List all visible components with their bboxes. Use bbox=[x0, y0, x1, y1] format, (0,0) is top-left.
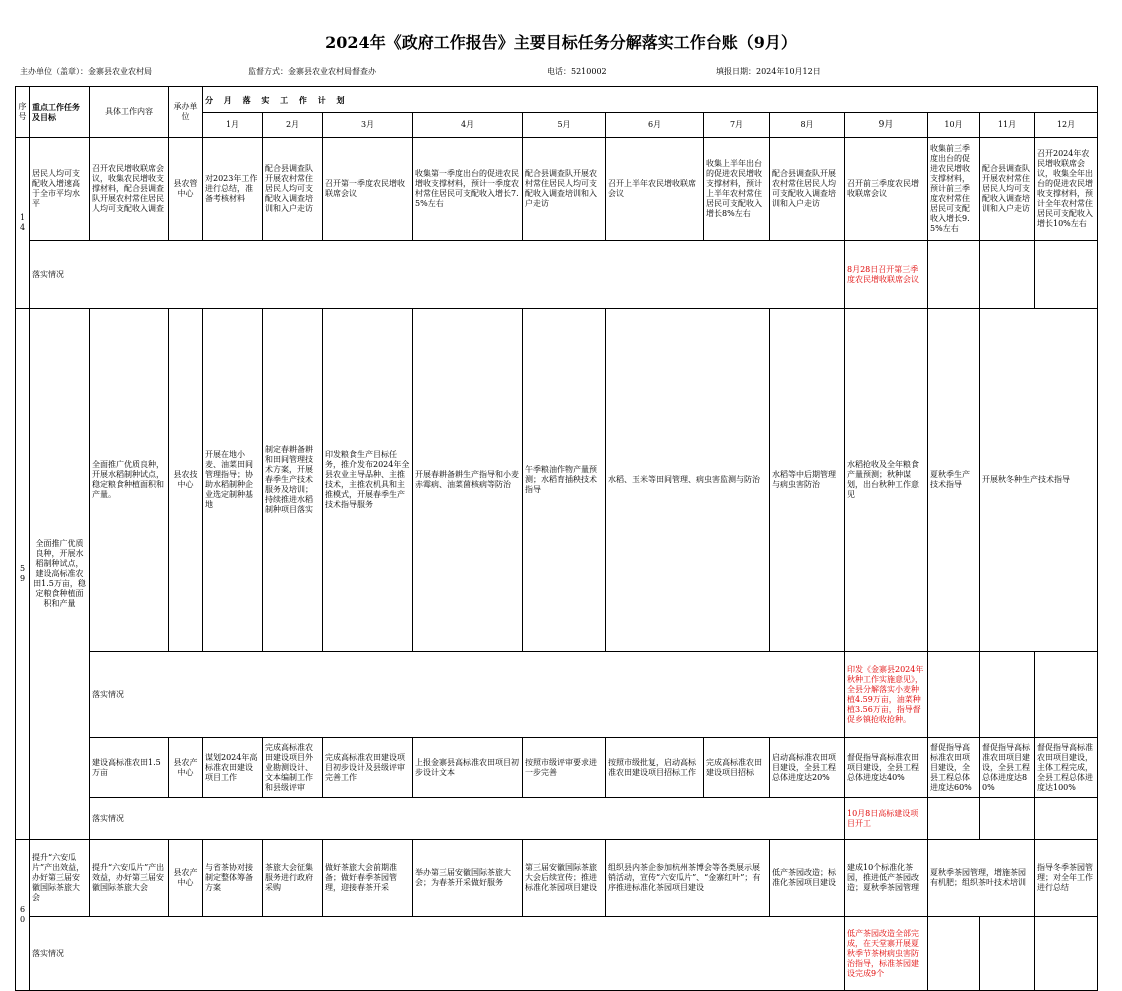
status-label: 落实情况 bbox=[90, 798, 845, 840]
september-status: 8月28日召开第三季度农民增收联席会议 bbox=[845, 241, 928, 309]
status-row bbox=[16, 241, 1098, 309]
month-plan-cell: 做好茶旅大会前期准备；做好春季茶园管理，迎接春茶开采 bbox=[323, 840, 413, 917]
empty-cell bbox=[1035, 917, 1098, 991]
header-month: 6月 bbox=[606, 113, 704, 138]
month-plan-cell: 夏秋季生产技术指导 bbox=[928, 309, 980, 652]
month-plan-cell: 组织县内茶企参加杭州茶博会等各类展示展销活动，宣传“六安瓜片”、“金寨红叶”；有序推进标准化茶园项目建设 bbox=[606, 840, 770, 917]
month-plan-cell: 召开前三季度农民增收联席会议 bbox=[845, 138, 928, 241]
month-plan-cell: 茶旅大会征集服务进行政府采购 bbox=[263, 840, 323, 917]
header-month: 5月 bbox=[523, 113, 606, 138]
responsible-unit: 县农技中心 bbox=[169, 309, 203, 652]
header-unit: 承办单位 bbox=[169, 87, 203, 138]
september-status: 低产茶园改造全部完成，在天堂寨开展夏秋季节茶树病虫害防治指导，标准茶园建设完成9个 bbox=[845, 917, 928, 991]
work-content: 建设高标准农田1.5万亩 bbox=[90, 738, 169, 798]
month-plan-cell: 配合县调查队开展农村常住居民人均可支配收入调查培训和入户走访 bbox=[770, 138, 845, 241]
work-content: 召开农民增收联席会议，收集农民增收支撑材料，配合县调查队开展农村常住居民人均可支配收入调查 bbox=[90, 138, 169, 241]
month-plan-cell: 第三届安徽国际茶旅大会后续宣传；推进标准化茶园项目建设 bbox=[523, 840, 606, 917]
header-seq: 序号 bbox=[16, 87, 30, 138]
empty-cell bbox=[980, 917, 1035, 991]
month-plan-cell: 配合县调查队开展农村常住居民人均可支配收入调查培训和入户走访 bbox=[523, 138, 606, 241]
month-plan-cell: 开展秋冬种生产技术指导 bbox=[980, 309, 1098, 652]
month-plan-cell: 指导冬季茶园管理；对全年工作进行总结 bbox=[1035, 840, 1098, 917]
fill-date: 填报日期：2024年10月12日 bbox=[716, 67, 821, 76]
month-plan-cell: 配合县调查队开展农村常住居民人均可支配收入调查培训和入户走访 bbox=[263, 138, 323, 241]
month-plan-cell: 收集上半年出台的促进农民增收支撑材料，预计上半年农村常住居民可支配收入增长8%左右 bbox=[704, 138, 770, 241]
sponsor-unit: 主办单位（盖章）：金寨县农业农村局 bbox=[20, 67, 152, 76]
status-label: 落实情况 bbox=[90, 652, 845, 738]
header-month: 4月 bbox=[413, 113, 523, 138]
empty-cell bbox=[980, 798, 1035, 840]
month-plan-cell: 水稻等中后期管理与病虫害防治 bbox=[770, 309, 845, 652]
month-plan-cell: 对2023年工作进行总结，准备考核材料 bbox=[203, 138, 263, 241]
month-plan-cell: 水稻抢收及全年粮食产量预测；秋种谋划，出台秋种工作意见 bbox=[845, 309, 928, 652]
header-month: 8月 bbox=[770, 113, 845, 138]
month-plan-cell: 上报金寨县高标准农田项目初步设计文本 bbox=[413, 738, 523, 798]
month-plan-cell: 启动高标准农田项目建设，全县工程总体进度达20% bbox=[770, 738, 845, 798]
header-month: 7月 bbox=[704, 113, 770, 138]
row-seq: 60 bbox=[16, 840, 30, 991]
september-status: 印发《金寨县2024年秋种工作实施意见》，全县分解落实小麦种植4.59万亩，油菜种植3.56万亩，指导督促乡镇抢收抢种。 bbox=[845, 652, 928, 738]
status-label: 落实情况 bbox=[30, 917, 845, 991]
month-plan-cell: 午季粮油作物产量预测；水稻育插秧技术指导 bbox=[523, 309, 606, 652]
empty-cell bbox=[1035, 241, 1098, 309]
header-month: 12月 bbox=[1035, 113, 1098, 138]
status-row bbox=[16, 798, 1098, 840]
month-plan-cell: 收集第一季度出台的促进农民增收支撑材料，预计一季度农村常住居民可支配收入增长7.5%左右 bbox=[413, 138, 523, 241]
empty-cell bbox=[1035, 798, 1098, 840]
header-task: 重点工作任务及目标 bbox=[30, 87, 90, 138]
month-plan-cell: 召开上半年农民增收联席会议 bbox=[606, 138, 704, 241]
responsible-unit: 县农产中心 bbox=[169, 738, 203, 798]
header-month: 3月 bbox=[323, 113, 413, 138]
empty-cell bbox=[928, 652, 980, 738]
month-plan-cell: 完成高标准农田建设项目招标 bbox=[704, 738, 770, 798]
header-month: 11月 bbox=[980, 113, 1035, 138]
empty-cell bbox=[980, 241, 1035, 309]
responsible-unit: 县农管中心 bbox=[169, 138, 203, 241]
status-row bbox=[16, 917, 1098, 991]
empty-cell bbox=[928, 798, 980, 840]
row-seq: 59 bbox=[16, 309, 30, 840]
header-monthly-plan: 分 月 落 实 工 作 计 划 bbox=[203, 87, 1098, 113]
month-plan-cell: 督促指导高标准农田项目建设，全县工程总体进度达60% bbox=[928, 738, 980, 798]
empty-cell bbox=[1035, 652, 1098, 738]
empty-cell bbox=[980, 652, 1035, 738]
phone-number: 电话：5210002 bbox=[547, 67, 607, 76]
month-plan-cell: 制定春耕备耕和田间管理技术方案，开展春季生产技术服务及培训；持续推进水稻制种项目落实 bbox=[263, 309, 323, 652]
month-plan-cell: 谋划2024年高标准农田建设项目工作 bbox=[203, 738, 263, 798]
month-plan-cell: 完成高标准农田建设项目初步设计及县级评审完善工作 bbox=[323, 738, 413, 798]
status-label: 落实情况 bbox=[30, 241, 845, 309]
table-row bbox=[16, 309, 1098, 652]
month-plan-cell: 低产茶园改造；标准化茶园项目建设 bbox=[770, 840, 845, 917]
month-plan-cell: 督促指导高标准农田项目建设，主体工程完成，全县工程总体进度达100% bbox=[1035, 738, 1098, 798]
month-plan-cell: 水稻、玉米等田间管理、病虫害监测与防治 bbox=[606, 309, 770, 652]
table-row bbox=[16, 738, 1098, 798]
task-goal: 全面推广优质良种，开展水稻制种试点，建设高标准农田1.5万亩，稳定粮食种植面积和产量 bbox=[30, 309, 90, 840]
month-plan-cell: 督促指导高标准农田项目建设，全县工程总体进度达40% bbox=[845, 738, 928, 798]
month-plan-cell: 完成高标准农田建设项目外业勘测设计、文本编制工作和县级评审 bbox=[263, 738, 323, 798]
task-goal: 居民人均可支配收入增速高于全市平均水平 bbox=[30, 138, 90, 241]
header-month: 10月 bbox=[928, 113, 980, 138]
month-plan-cell: 建成10个标准化茶园，推进低产茶园改造；夏秋季茶园管理 bbox=[845, 840, 928, 917]
month-plan-cell: 召开第一季度农民增收联席会议 bbox=[323, 138, 413, 241]
month-plan-cell: 开展春耕备耕生产指导和小麦赤霉病、油菜菌核病等防治 bbox=[413, 309, 523, 652]
month-plan-cell: 按照市级批复，启动高标准农田建设项目招标工作 bbox=[606, 738, 704, 798]
task-goal: 提升“六安瓜片”产出效益，办好第三届安徽国际茶旅大会 bbox=[30, 840, 90, 917]
work-content: 全面推广优质良种，开展水稻制种试点，稳定粮食种植面积和产量。 bbox=[90, 309, 169, 652]
month-plan-cell: 配合县调查队开展农村常住居民人均可支配收入调查培训和入户走访 bbox=[980, 138, 1035, 241]
row-seq: 14 bbox=[16, 138, 30, 309]
month-plan-cell: 收集前三季度出台的促进农民增收支撑材料，预计前三季度农村常住居民可支配收入增长9.5%左右 bbox=[928, 138, 980, 241]
table-row bbox=[16, 840, 1098, 917]
empty-cell bbox=[928, 917, 980, 991]
header-month: 2月 bbox=[263, 113, 323, 138]
september-status: 10月8日高标建设项目开工 bbox=[845, 798, 928, 840]
supervision-method: 监督方式：金寨县农业农村局督查办 bbox=[248, 67, 376, 76]
month-plan-cell: 印发粮食生产目标任务，推介发布2024年全县农业主导品种、主推技术，主推农机具和主推模式，开展春季生产技术指导服务 bbox=[323, 309, 413, 652]
status-row bbox=[16, 652, 1098, 738]
work-content: 提升“六安瓜片”产出效益，办好第三届安徽国际茶旅大会 bbox=[90, 840, 169, 917]
header-month: 1月 bbox=[203, 113, 263, 138]
month-plan-cell: 举办第三届安徽国际茶旅大会；为春茶开采做好服务 bbox=[413, 840, 523, 917]
ledger-table bbox=[15, 86, 1098, 991]
page-title: 2024年《政府工作报告》主要目标任务分解落实工作台账（9月） bbox=[325, 33, 797, 52]
month-plan-cell: 按照市级评审要求进一步完善 bbox=[523, 738, 606, 798]
header-month: 9月 bbox=[845, 113, 928, 138]
table-row bbox=[16, 138, 1098, 241]
month-plan-cell: 夏秋季茶园管理，增施茶园有机肥；组织茶叶技术培训 bbox=[928, 840, 1035, 917]
month-plan-cell: 督促指导高标准农田项目建设，全县工程总体进度达80% bbox=[980, 738, 1035, 798]
month-plan-cell: 开展在地小麦、油菜田间管理指导；协助水稻制种企业选定制种基地 bbox=[203, 309, 263, 652]
month-plan-cell: 召开2024年农民增收联席会议，收集全年出台的促进农民增收支撑材料，预计全年农村常住居民可支配收入增长10%左右 bbox=[1035, 138, 1098, 241]
responsible-unit: 县农产中心 bbox=[169, 840, 203, 917]
empty-cell bbox=[928, 241, 980, 309]
header-content: 具体工作内容 bbox=[90, 87, 169, 138]
month-plan-cell: 与省茶协对接制定整体筹备方案 bbox=[203, 840, 263, 917]
